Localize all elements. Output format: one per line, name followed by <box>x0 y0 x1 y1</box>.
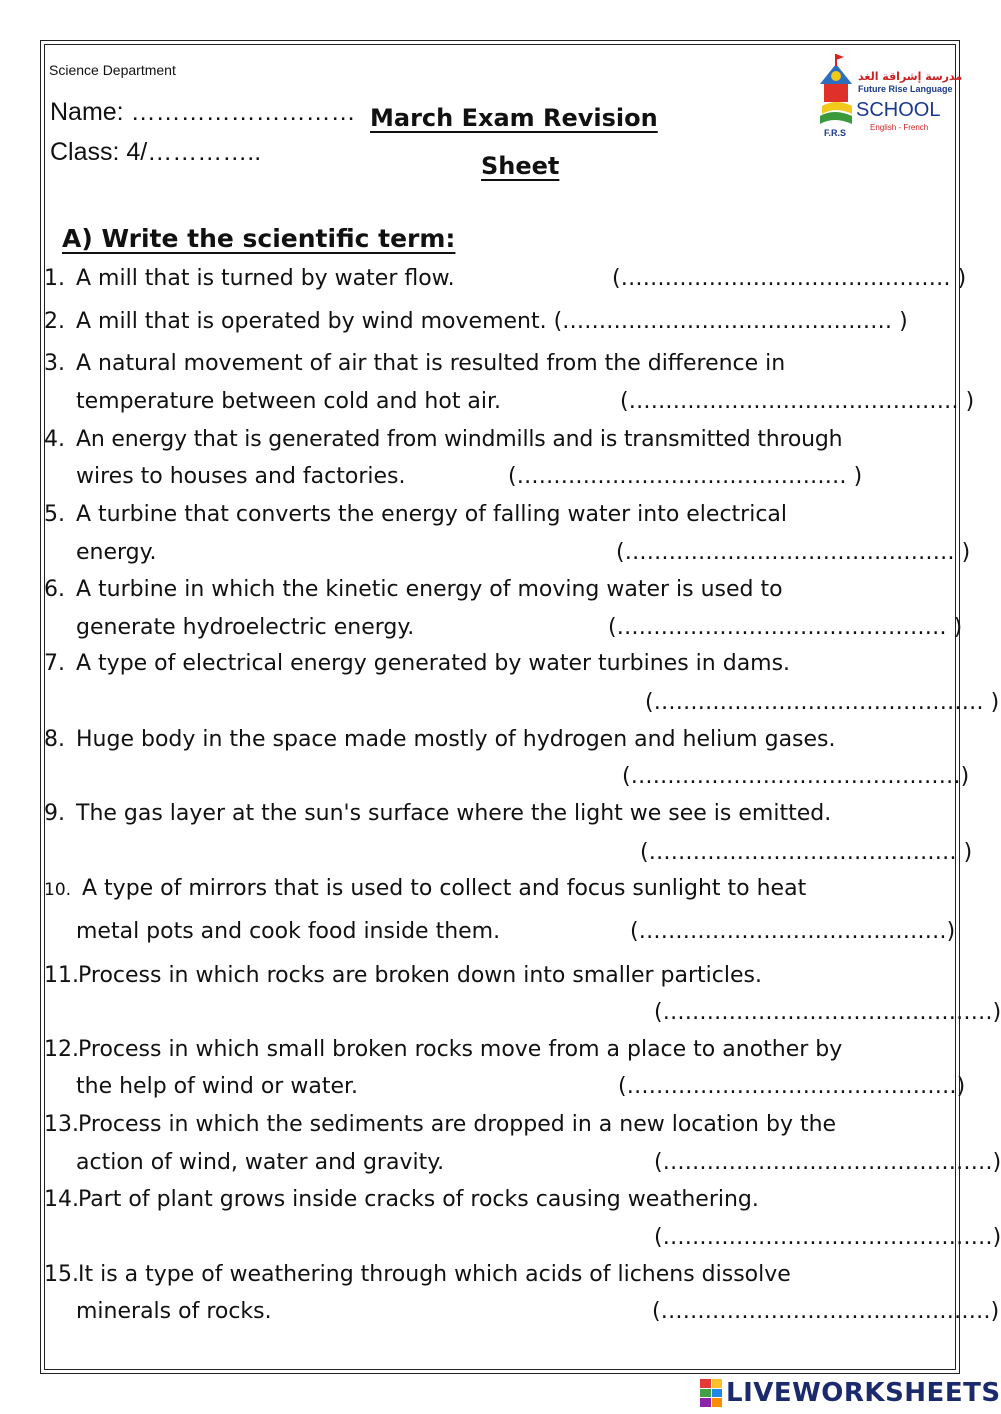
question-text: minerals of rocks. <box>76 1299 272 1324</box>
question-text: A natural movement of air that is resulted from the difference in <box>76 351 786 376</box>
question-number: 14. <box>44 1187 79 1212</box>
question-text: A type of electrical energy generated by water turbines in dams. <box>76 651 791 676</box>
question-text: generate hydroelectric energy. <box>76 615 415 640</box>
question-number: 13. <box>44 1112 79 1137</box>
question-text: A turbine in which the kinetic energy of moving water is used to <box>76 577 783 602</box>
answer-blank: (………………………………………) <box>654 1225 1001 1250</box>
question-text: metal pots and cook food inside them. <box>76 919 501 944</box>
liveworksheets-brand: LIVEWORKSHEETS <box>726 1378 1001 1408</box>
svg-text:مدرسة إشراقة الغد: مدرسة إشراقة الغد <box>858 70 963 83</box>
question-text: Process in which rocks are broken down into smaller particles. <box>78 963 762 988</box>
answer-blank: (……………………………………… ) <box>608 615 963 640</box>
answer-blank: (………………………………………) <box>654 1150 1001 1175</box>
answer-blank: (…………………………………… ) <box>640 840 973 865</box>
answer-blank: (……………………………………… ) <box>612 266 967 291</box>
department-label: Science Department <box>49 62 176 78</box>
svg-text:SCHOOL: SCHOOL <box>856 99 941 121</box>
question-text: An energy that is generated from windmills and is transmitted through <box>76 427 843 452</box>
question-text: A type of mirrors that is used to collect and focus sunlight to heat <box>82 876 807 901</box>
answer-blank: (……………………………………… ) <box>616 540 971 565</box>
answer-blank: (………………………………………) <box>618 1074 966 1099</box>
answer-blank: (………………………………………) <box>654 1000 1001 1025</box>
question-number: 5. <box>44 502 65 527</box>
page-title: March Exam Revision <box>370 104 658 132</box>
answer-blank: (……………………………………) <box>630 919 956 944</box>
question-text: The gas layer at the sun's surface where the light we see is emitted. <box>76 801 832 826</box>
answer-blank: (……………………………………… ) <box>645 690 1000 715</box>
question-number: 12. <box>44 1037 79 1062</box>
svg-text:English - French: English - French <box>870 123 929 132</box>
question-number: 10. <box>44 880 72 900</box>
page-title-sheet: Sheet <box>481 152 560 180</box>
question-number: 9. <box>44 801 65 826</box>
school-logo <box>812 50 963 140</box>
question-text: Process in which small broken rocks move from a place to another by <box>78 1037 843 1062</box>
question-number: 1. <box>44 266 65 291</box>
name-field: Name: ……………………… <box>50 98 356 126</box>
class-field: Class: 4/………….. <box>50 138 262 166</box>
question-number: 3. <box>44 351 65 376</box>
section-title: A) Write the scientific term: <box>62 224 456 253</box>
question-text: Process in which the sediments are dropped in a new location by the <box>78 1112 837 1137</box>
question-number: 11. <box>44 963 79 988</box>
question-text: It is a type of weathering through which acids of lichens dissolve <box>78 1262 791 1287</box>
question-text: A turbine that converts the energy of falling water into electrical <box>76 502 788 527</box>
question-text: A mill that is operated by wind movement. (……………………………………… ) <box>76 309 908 334</box>
answer-blank: (……………………………………… ) <box>620 389 975 414</box>
question-text: Huge body in the space made mostly of hydrogen and helium gases. <box>76 727 836 752</box>
question-text: Part of plant grows inside cracks of rocks causing weathering. <box>78 1187 759 1212</box>
question-number: 8. <box>44 727 65 752</box>
svg-text:Future Rise Language: Future Rise Language <box>858 84 953 94</box>
question-text: wires to houses and factories. <box>76 464 406 489</box>
question-number: 4. <box>44 427 65 452</box>
liveworksheets-footer <box>700 1378 1001 1408</box>
answer-blank: (………………………………………) <box>652 1299 1000 1324</box>
question-text: A mill that is turned by water flow. <box>76 266 455 291</box>
question-text: action of wind, water and gravity. <box>76 1150 445 1175</box>
question-text: energy. <box>76 540 157 565</box>
answer-blank: (………………………………………) <box>622 764 970 789</box>
question-number: 7. <box>44 651 65 676</box>
liveworksheets-logo-icon <box>700 1379 722 1407</box>
question-number: 2. <box>44 309 65 334</box>
question-number: 15. <box>44 1262 79 1287</box>
question-text: temperature between cold and hot air. <box>76 389 502 414</box>
question-text: the help of wind or water. <box>76 1074 359 1099</box>
answer-blank: (……………………………………… ) <box>508 464 863 489</box>
question-number: 6. <box>44 577 65 602</box>
svg-text:F.R.S: F.R.S <box>824 128 847 138</box>
